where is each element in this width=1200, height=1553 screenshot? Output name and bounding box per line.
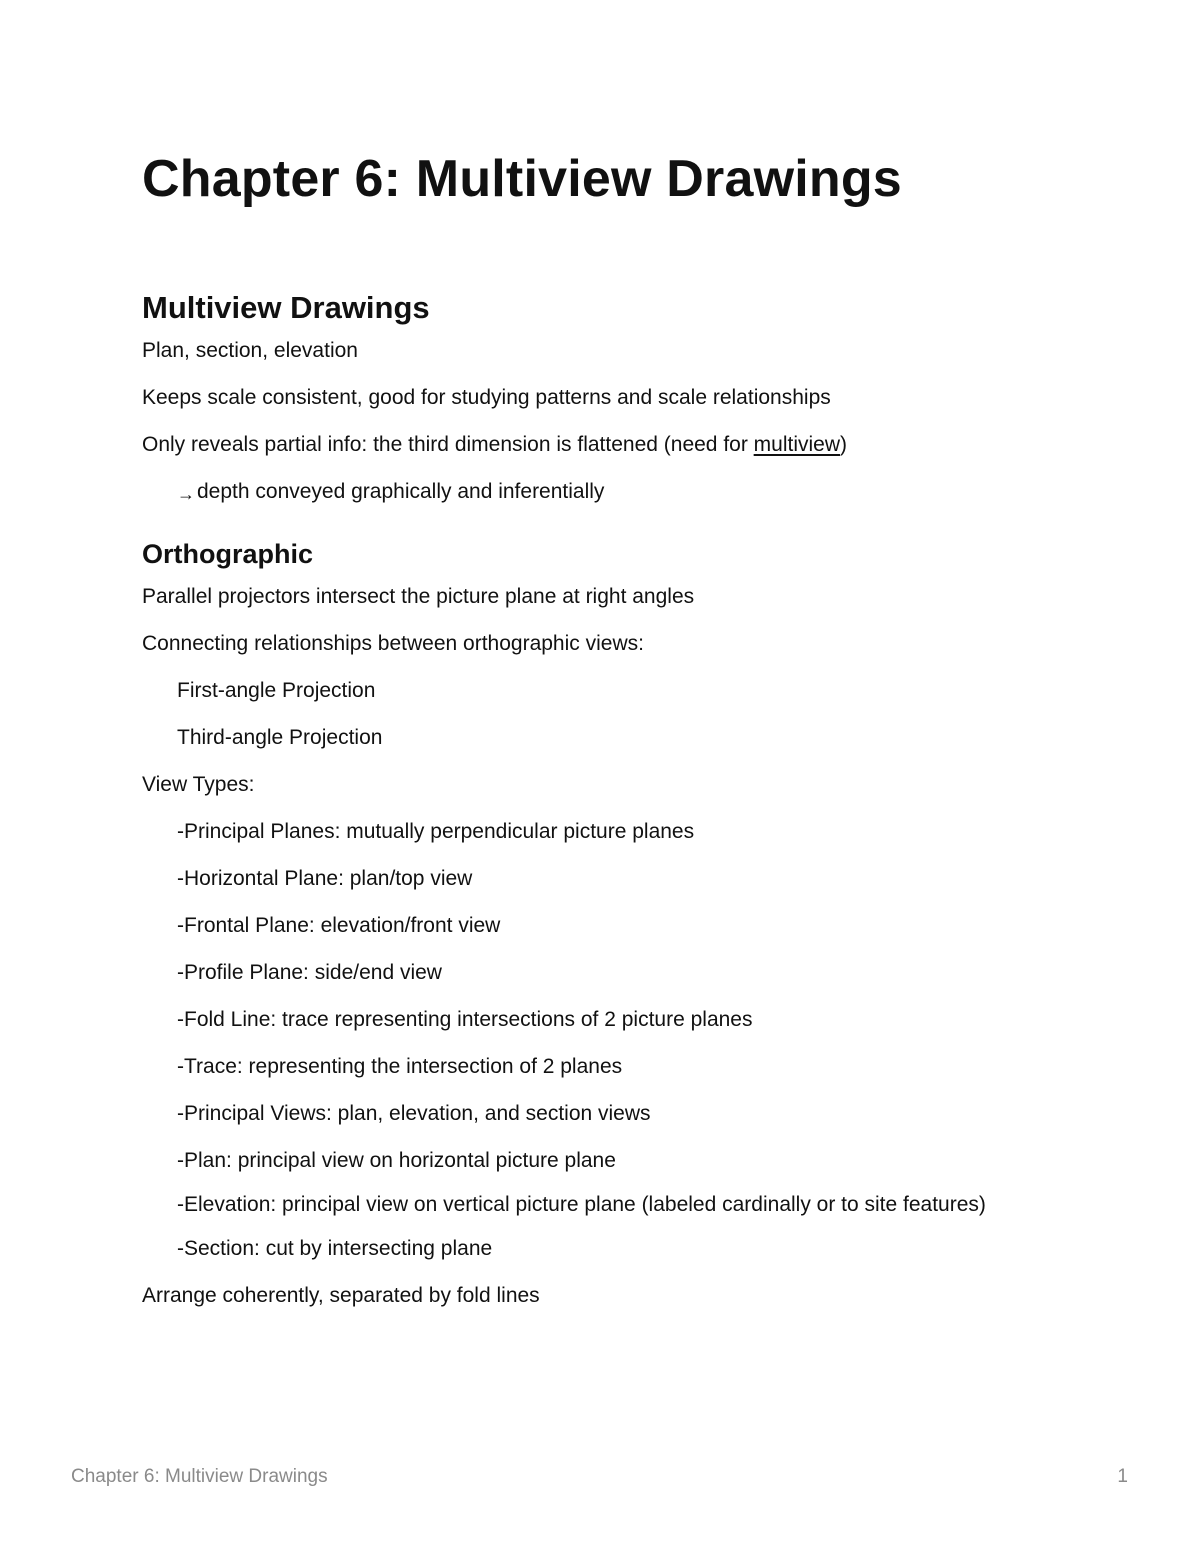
list-item-view-type: -Elevation: principal view on vertical picture plane (labeled cardinally or to site features) xyxy=(177,1193,986,1216)
section-heading-multiview: Multiview Drawings xyxy=(142,290,430,325)
list-item-view-type: -Fold Line: trace representing intersections of 2 picture planes xyxy=(177,1008,753,1031)
list-item-view-type: -Profile Plane: side/end view xyxy=(177,961,442,984)
list-item-view-type: -Principal Views: plan, elevation, and section views xyxy=(177,1102,651,1125)
list-item-view-type: -Horizontal Plane: plan/top view xyxy=(177,867,473,890)
paragraph: Parallel projectors intersect the picture plane at right angles xyxy=(142,585,695,608)
paragraph: Keeps scale consistent, good for studying patterns and scale relationships xyxy=(142,386,831,409)
document-body xyxy=(142,148,1022,1309)
page-footer xyxy=(71,1466,1128,1488)
list-item-view-type: -Trace: representing the intersection of 2 planes xyxy=(177,1055,623,1078)
arrow-note-text: depth conveyed graphically and inferentially xyxy=(197,480,605,503)
paragraph: Plan, section, elevation xyxy=(142,339,358,362)
list-item-projection: First-angle Projection xyxy=(177,679,376,702)
closing-paragraph: Arrange coherently, separated by fold lines xyxy=(142,1284,540,1307)
arrow-note xyxy=(142,479,1022,505)
list-item-projection: Third-angle Projection xyxy=(177,726,383,749)
paragraph: Connecting relationships between orthographic views: xyxy=(142,632,644,655)
paragraph-partial-info xyxy=(142,432,1022,458)
page-number: 1 xyxy=(1117,1466,1128,1487)
paragraph-text: ) xyxy=(840,433,848,456)
multiview-link[interactable]: multiview xyxy=(753,433,841,456)
arrow-right-icon: → xyxy=(177,484,195,504)
section-heading-orthographic: Orthographic xyxy=(142,539,314,569)
list-item-view-type: -Section: cut by intersecting plane xyxy=(177,1237,493,1260)
footer-title: Chapter 6: Multiview Drawings xyxy=(71,1466,328,1487)
page-title: Chapter 6: Multiview Drawings xyxy=(142,150,902,208)
view-types-label: View Types: xyxy=(142,773,255,796)
list-item-view-type: -Plan: principal view on horizontal picture plane xyxy=(177,1149,616,1172)
list-item-view-type: -Frontal Plane: elevation/front view xyxy=(177,914,501,937)
list-item-view-type: -Principal Planes: mutually perpendicular picture planes xyxy=(177,820,695,843)
paragraph-text: Only reveals partial info: the third dimension is flattened (need for xyxy=(142,433,754,456)
